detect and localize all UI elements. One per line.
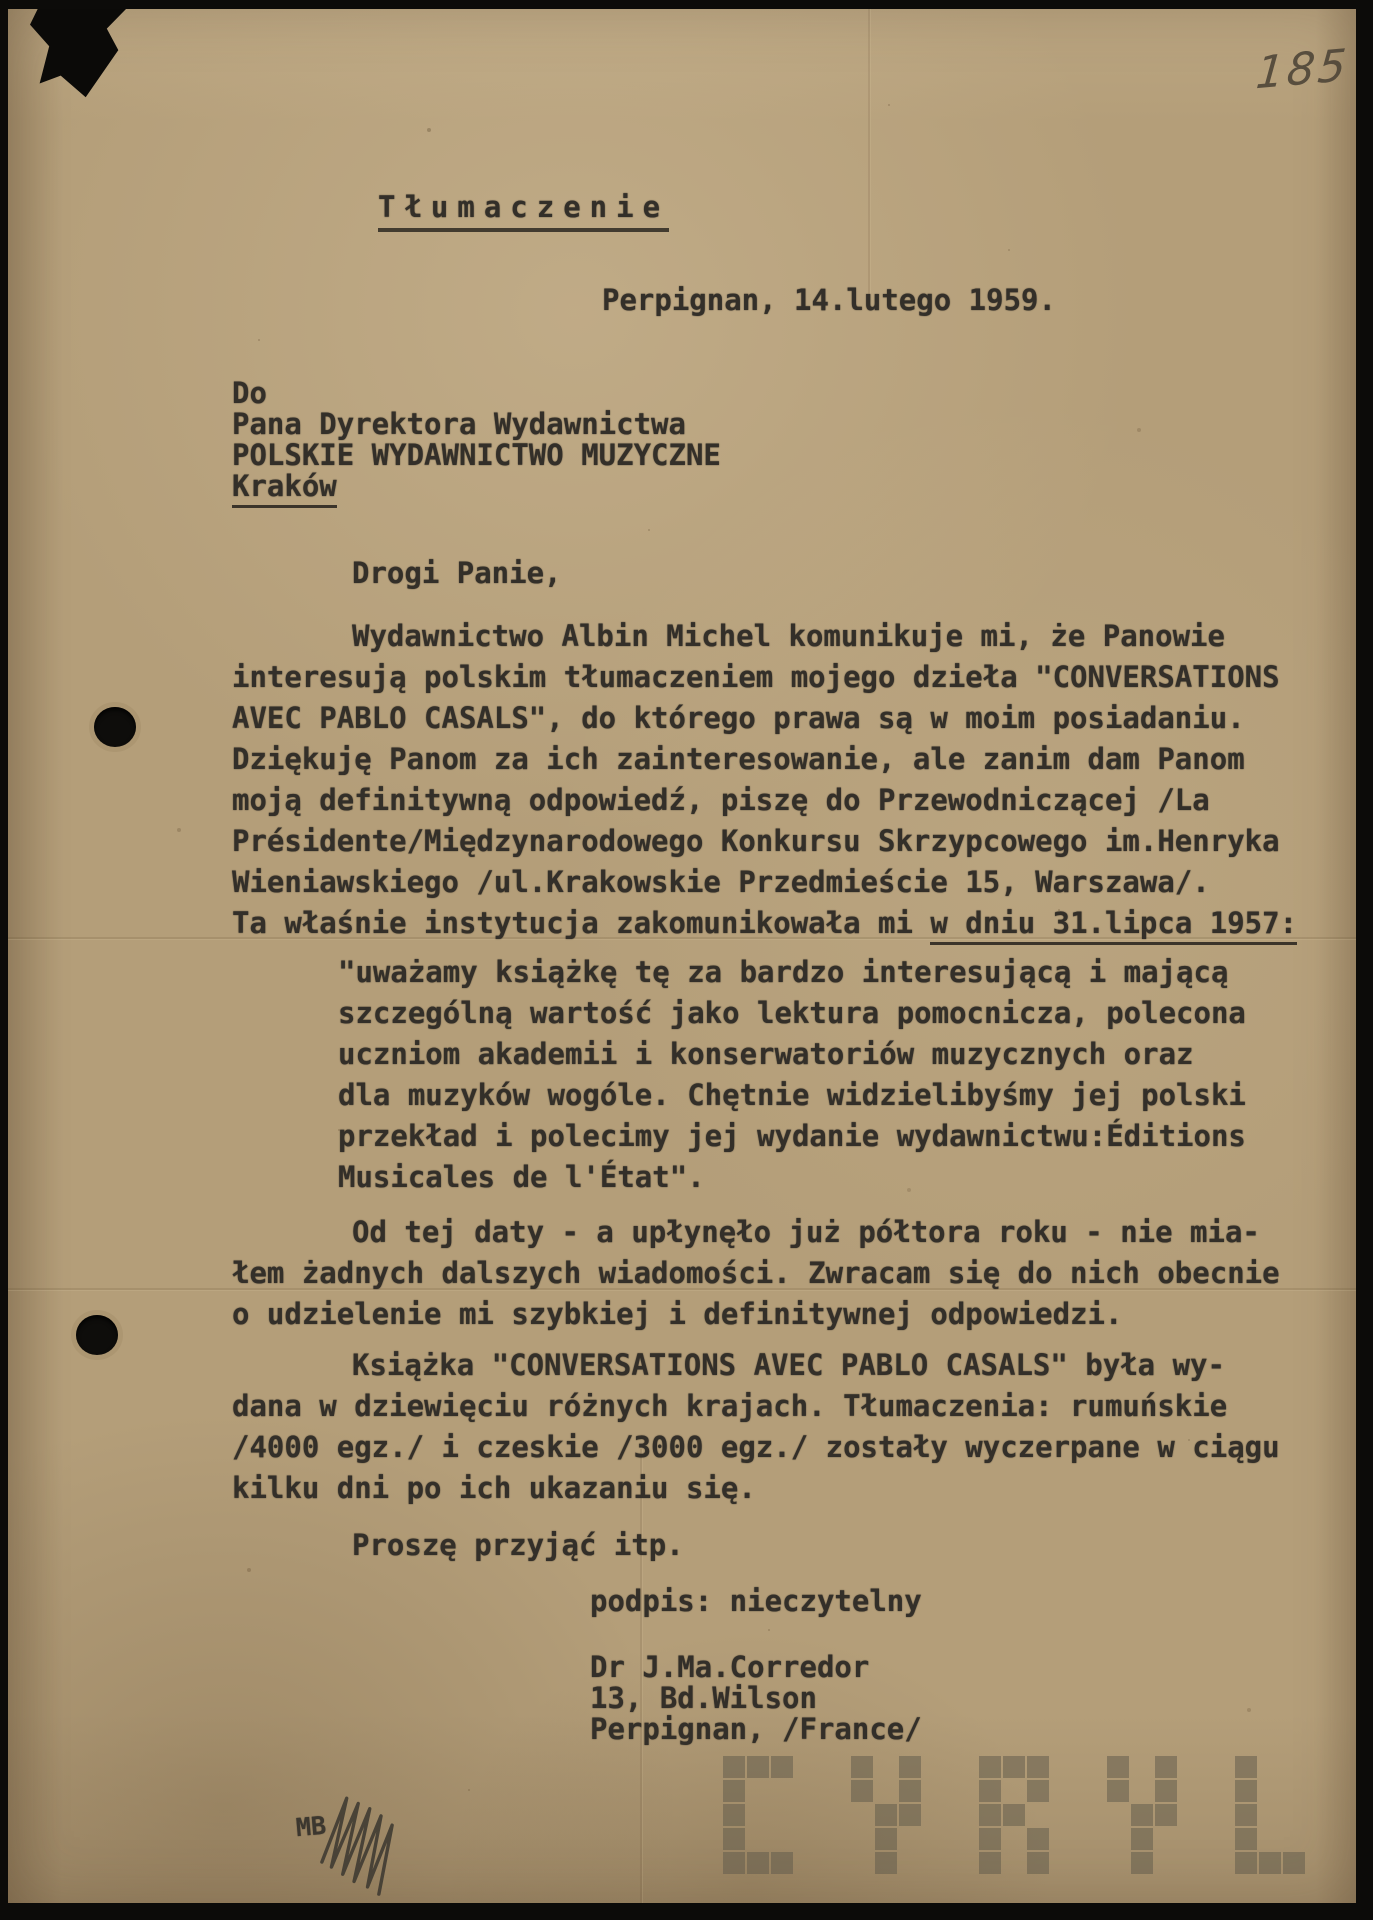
recipient-line: Kraków — [232, 471, 721, 502]
letter-line: AVEC PABLO CASALS", do którego prawa są w moim posiadaniu. — [232, 701, 1245, 735]
letter-line: łem żadnych dalszych wiadomości. Zwracam się do nich obecnie — [232, 1256, 1280, 1290]
handwritten-page-number: 185 — [1253, 39, 1352, 100]
letter-body — [232, 616, 1302, 1566]
letter-title: Tłumaczenie — [378, 190, 669, 232]
watermark-letter-r — [979, 1756, 1049, 1874]
letter-line: Musicales de l'État". — [338, 1160, 705, 1194]
recipient-line: Do — [232, 376, 267, 410]
signature-line: Perpignan, /France/ — [590, 1712, 922, 1746]
letter-line: interesują polskim tłumaczeniem mojego dzieła "CONVERSATIONS — [232, 660, 1280, 694]
dateline: Perpignan, 14.lutego 1959. — [602, 283, 1056, 317]
letter-line: szczególną wartość jako lektura pomocnicza, polecona — [338, 996, 1246, 1030]
watermark-letter-y — [1107, 1756, 1177, 1874]
watermark-letter-c — [723, 1756, 793, 1874]
signature-block — [590, 1652, 922, 1745]
paragraph-block — [232, 1525, 1302, 1566]
letter-line: Od tej daty - a upłynęło już półtora roku - nie mia- — [352, 1215, 1260, 1249]
watermark-letter-y — [851, 1756, 921, 1874]
paragraph-block — [232, 1345, 1302, 1509]
punch-hole — [94, 707, 136, 747]
paragraph-block — [232, 616, 1302, 944]
signature-line: Dr J.Ma.Corredor — [590, 1650, 870, 1684]
torn-corner — [30, 9, 126, 107]
recipient-block — [232, 378, 721, 502]
letter-line: Wieniawskiego /ul.Krakowskie Przedmieście 15, Warszawa/. — [232, 865, 1210, 899]
recipient-line: Pana Dyrektora Wydawnictwa — [232, 407, 686, 441]
letter-line: o udzielenie mi szybkiej i definitywnej odpowiedzi. — [232, 1297, 1123, 1331]
letter-line: Książka "CONVERSATIONS AVEC PABLO CASALS" była wy- — [352, 1348, 1225, 1382]
paragraph-block — [232, 1212, 1302, 1335]
letter-line: Proszę przyjąć itp. — [352, 1528, 684, 1562]
salutation: Drogi Panie, — [352, 556, 562, 590]
letter-line: "uważamy książkę tę za bardzo interesującą i mającą — [338, 955, 1229, 989]
signature-note: podpis: nieczytelny — [590, 1584, 922, 1618]
letter-line: /4000 egz./ i czeskie /3000 egz./ zostały wyczerpane w ciągu — [232, 1430, 1280, 1464]
recipient-line: POLSKIE WYDAWNICTWO MUZYCZNE — [232, 438, 721, 472]
letter-line: Dziękuję Panom za ich zainteresowanie, ale zanim dam Panom — [232, 742, 1245, 776]
paper-speckles — [8, 9, 10, 11]
quote-block — [232, 952, 1302, 1198]
fold-crease — [868, 9, 870, 309]
letter-line: moją definitywną odpowiedź, piszę do Przewodniczącej /La — [232, 783, 1210, 817]
watermark-letter-l — [1235, 1756, 1305, 1874]
letter-line: Ta właśnie instytucja zakomunikowała mi w dniu 31.lipca 1957: — [232, 903, 1302, 944]
punch-hole — [76, 1315, 118, 1355]
letter-line: uczniom akademii i konserwatoriów muzycznych oraz — [338, 1037, 1194, 1071]
letter-line: przekład i polecimy jej wydanie wydawnictwu:Éditions — [338, 1119, 1246, 1153]
handwritten-signature-squiggle — [313, 1788, 409, 1900]
signature-line: 13, Bd.Wilson — [590, 1681, 817, 1715]
stamp-initials: MB — [294, 1810, 328, 1843]
letter-line: Wydawnictwo Albin Michel komunikuje mi, że Panowie — [352, 619, 1225, 653]
letter-line: kilku dni po ich ukazaniu się. — [232, 1471, 756, 1505]
letter-line: dla muzyków wogóle. Chętnie widzielibyśmy jej polski — [338, 1078, 1246, 1112]
letter-line: Présidente/Międzynarodowego Konkursu Skrzypcowego im.Henryka — [232, 824, 1280, 858]
letter-line: dana w dziewięciu różnych krajach. Tłumaczenia: rumuńskie — [232, 1389, 1228, 1423]
cyryl-watermark — [723, 1756, 1305, 1874]
